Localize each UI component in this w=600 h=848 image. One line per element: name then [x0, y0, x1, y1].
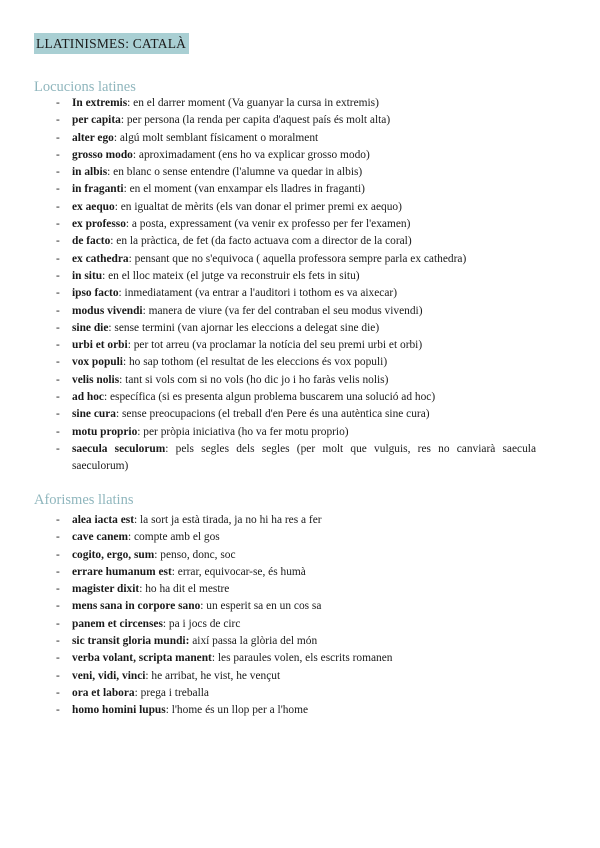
latin-term: panem et circenses [72, 617, 163, 630]
bullet-dash: - [56, 252, 60, 265]
list-item [56, 233, 536, 250]
bullet-dash: - [56, 356, 60, 369]
term-definition: : la sort ja està tirada, ja no hi ha res a fer [134, 514, 322, 526]
list-item [56, 112, 536, 129]
term-definition: : en blanc o sense entendre (l'alumne va quedar in albis) [107, 166, 363, 179]
latin-term: alea iacta est [72, 514, 134, 526]
term-definition: : pels segles dels segles (per molt que vulguis, res no canviarà saecula saeculorum) [72, 442, 537, 473]
latin-term: in situ [72, 269, 103, 282]
list-item [56, 389, 536, 406]
latin-term: cogito, ergo, sum [72, 548, 155, 561]
latin-term: sic transit gloria mundi: [72, 635, 190, 648]
latin-term: ad hoc [72, 391, 104, 404]
bullet-dash: - [56, 200, 60, 213]
bullet-dash: - [56, 600, 60, 613]
latin-term: magister dixit [72, 583, 140, 596]
term-definition: : per persona (la renda per capita d'aquest país és molt alta) [120, 114, 391, 127]
bullet-dash: - [56, 514, 60, 526]
latin-term: sine die [72, 321, 109, 334]
bullet-dash: - [56, 686, 60, 699]
list-item [56, 164, 536, 181]
term-definition: així passa la glòria del món [189, 635, 318, 648]
term-definition: : un esperit sa en un cos sa [200, 600, 322, 613]
list-item [56, 406, 536, 423]
latin-term: ex aequo [72, 200, 115, 213]
list-item [56, 372, 536, 389]
list-item [56, 95, 536, 112]
term-definition: : en igualtat de mèrits (els van donar el primer premi ex aequo) [114, 200, 402, 213]
list-item [56, 268, 536, 285]
bullet-dash: - [56, 652, 60, 665]
bullet-dash: - [56, 531, 60, 544]
latin-term: grosso modo [72, 148, 133, 161]
bullet-dash: - [56, 218, 60, 231]
list-item [56, 598, 536, 615]
list-item [56, 199, 536, 216]
section-heading-aforismes: Aforismes llatins [34, 492, 134, 508]
latin-term: cave canem [72, 531, 128, 544]
bullet-dash: - [56, 183, 60, 196]
bullet-dash: - [56, 408, 60, 421]
bullet-dash: - [56, 339, 60, 352]
term-definition: : en el moment (van enxampar els lladres in fraganti) [123, 183, 365, 196]
list-item [56, 147, 536, 164]
term-definition: : sense preocupacions (el treball d'en Pere és una autèntica sine cura) [115, 408, 430, 421]
bullet-dash: - [56, 131, 60, 144]
term-definition: : pensant que no s'equivoca ( aquella professora sempre parla ex cathedra) [128, 252, 467, 265]
latin-term: veni, vidi, vinci [72, 669, 146, 682]
latin-term: ex professo [72, 218, 126, 231]
term-definition: : específica (si es presenta algun problema buscarem una solució ad hoc) [103, 391, 436, 404]
list-item [56, 285, 536, 302]
list-item [56, 130, 536, 147]
term-definition: : aproximadament (ens ho va explicar grosso modo) [132, 148, 370, 161]
document-title: LLATINISMES: CATALÀ [34, 33, 189, 54]
bullet-dash: - [56, 635, 60, 648]
list-item [56, 702, 536, 719]
term-definition: : a posta, expressament (va venir ex professo per fer l'examen) [125, 218, 411, 231]
list-item [56, 337, 536, 354]
latin-term: verba volant, scripta manent [72, 652, 212, 665]
bullet-dash: - [56, 114, 60, 127]
latin-term: alter ego [72, 131, 114, 144]
locucions-list [56, 95, 536, 476]
latin-term: sine cura [72, 408, 116, 421]
bullet-dash: - [56, 565, 60, 578]
term-definition: : en el darrer moment (Va guanyar la cursa in extremis) [127, 97, 379, 109]
term-definition: : algú molt semblant físicament o moralment [113, 131, 319, 144]
list-item [56, 251, 536, 268]
term-definition: : per tot arreu (va proclamar la notícia del seu premi urbi et orbi) [127, 339, 423, 352]
term-definition: : ho ha dit el mestre [139, 583, 230, 596]
list-item [56, 424, 536, 441]
term-definition: : tant si vols com si no vols (ho dic jo i ho faràs velis nolis) [119, 373, 389, 386]
bullet-dash: - [56, 425, 60, 438]
latin-term: errare humanum est [72, 565, 172, 578]
term-definition: : ho sap tothom (el resultat de les eleccions és vox populi) [122, 356, 388, 369]
list-item [56, 581, 536, 598]
latin-term: motu proprio [72, 425, 138, 438]
bullet-dash: - [56, 442, 60, 455]
list-item [56, 354, 536, 371]
bullet-dash: - [56, 166, 60, 179]
term-definition: : l'home és un llop per a l'home [165, 704, 309, 717]
aforismes-list [56, 512, 536, 720]
list-item [56, 668, 536, 685]
section-heading-locucions: Locucions latines [34, 79, 136, 95]
list-item [56, 529, 536, 546]
term-definition: : en el lloc mateix (el jutge va reconstruir els fets in situ) [102, 269, 360, 282]
list-item [56, 616, 536, 633]
bullet-dash: - [56, 583, 60, 596]
bullet-dash: - [56, 617, 60, 630]
term-definition: : compte amb el gos [127, 531, 220, 544]
bullet-dash: - [56, 269, 60, 282]
bullet-dash: - [56, 97, 60, 109]
latin-term: ora et labora [72, 686, 135, 699]
bullet-dash: - [56, 391, 60, 404]
term-definition: : prega i treballa [134, 686, 209, 699]
latin-term: in fraganti [72, 183, 124, 196]
bullet-dash: - [56, 235, 60, 248]
list-item [56, 685, 536, 702]
term-definition: : errar, equivocar-se, és humà [171, 565, 306, 578]
list-item [56, 320, 536, 337]
latin-term: ex cathedra [72, 252, 129, 265]
term-definition: : inmediatament (va entrar a l'auditori i tothom es va aixecar) [118, 287, 397, 300]
list-item [56, 650, 536, 667]
list-item [56, 216, 536, 233]
latin-term: mens sana in corpore sano [72, 600, 201, 613]
list-item [56, 547, 536, 564]
bullet-dash: - [56, 548, 60, 561]
bullet-dash: - [56, 704, 60, 717]
latin-term: de facto [72, 235, 111, 248]
latin-term: in albis [72, 166, 108, 179]
term-definition: : per pròpia iniciativa (ho va fer motu proprio) [137, 425, 349, 438]
latin-term: ipso facto [72, 287, 119, 300]
term-definition: : manera de viure (va fer del contraban el seu modus vivendi) [142, 304, 423, 317]
bullet-dash: - [56, 287, 60, 300]
latin-term: homo homini lupus [72, 704, 166, 717]
list-item [56, 181, 536, 198]
latin-term: urbi et orbi [72, 339, 128, 352]
term-definition: : les paraules volen, els escrits romanen [211, 652, 393, 665]
bullet-dash: - [56, 304, 60, 317]
list-item [56, 303, 536, 320]
latin-term: saecula seculorum [72, 442, 166, 455]
term-definition: : en la pràctica, de fet (da facto actuava com a director de la coral) [110, 235, 412, 248]
bullet-dash: - [56, 669, 60, 682]
term-definition: : pa i jocs de circ [162, 617, 241, 630]
term-definition: : penso, donc, soc [154, 548, 236, 561]
list-item [56, 512, 536, 529]
list-item [56, 441, 536, 476]
term-definition: : sense termini (van ajornar les eleccions a delegat sine die) [108, 321, 380, 334]
bullet-dash: - [56, 148, 60, 161]
list-item [56, 633, 536, 650]
bullet-dash: - [56, 373, 60, 386]
list-item [56, 564, 536, 581]
latin-term: In extremis [72, 97, 128, 109]
bullet-dash: - [56, 321, 60, 334]
latin-term: vox populi [72, 356, 123, 369]
latin-term: velis nolis [72, 373, 120, 386]
latin-term: modus vivendi [72, 304, 143, 317]
term-definition: : he arribat, he vist, he vençut [145, 669, 281, 682]
latin-term: per capita [72, 114, 121, 127]
